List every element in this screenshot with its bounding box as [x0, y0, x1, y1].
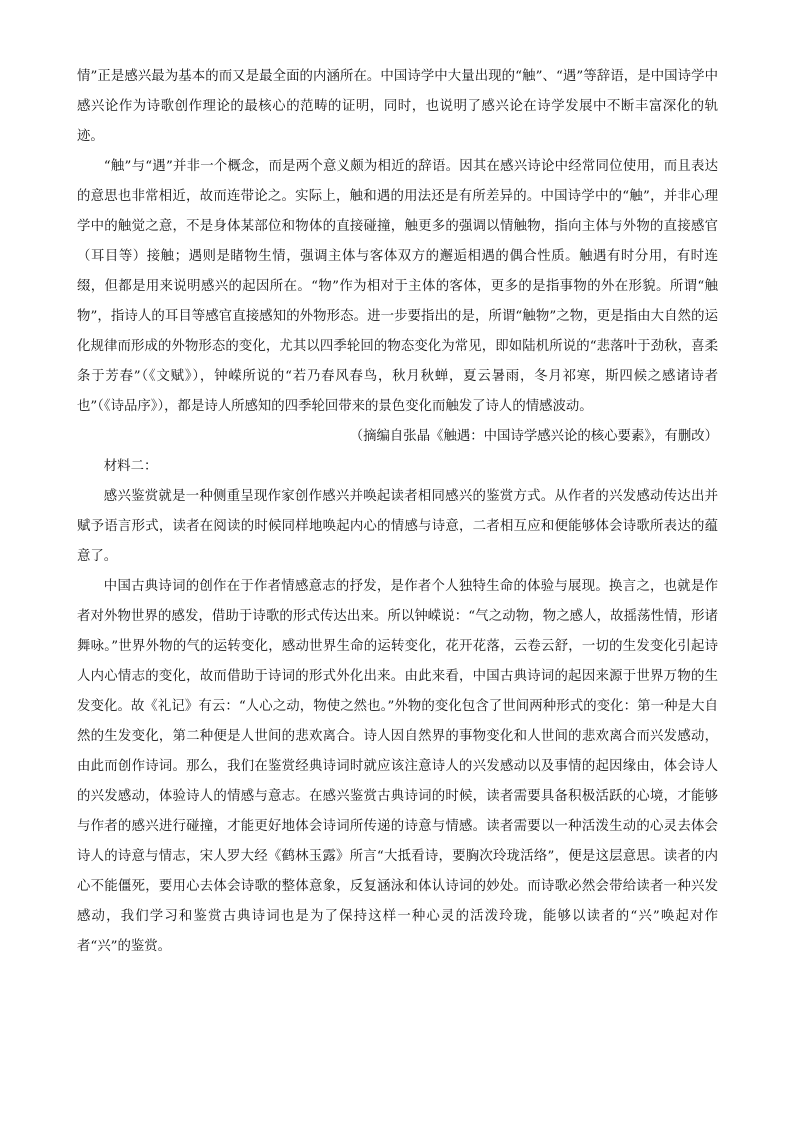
source-citation: （摘编自张晶《触遇：中国诗学感兴论的核心要素》，有删改）: [349, 429, 718, 444]
material-two-label: 材料二：: [103, 459, 158, 474]
paragraph-touch-and-encounter: “触”与“遇”并非一个概念，而是两个意义颇为相近的辞语。因其在感兴诗论中经常同位使用，而且表达的意思也非常相近，故而连带论之。实际上，触和遇的用法还是有所差异的。中国诗学中的“触”，并非心理学中的触觉之意，不是身体某部位和物体的直接碰撞，触更多的强调以情触物，指向主体与外物的直接感官（耳目等）接触；遇则是睹物生情，强调主体与客体双方的邂逅相遇的偶合性质。触遇有时分用，有时连缀，但都是用来说明感兴的起因所在。“物”作为相对于主体的客体，更多的是指事物的外在形貌。所谓“触物”，指诗人的耳目等感官直接感知的外物形态。进一步要指出的是，所谓“触物”之物，更是指由大自然的运化规律而形成的外物形态的变化，尤其以四季轮回的物态变化为常见，即如陆机所说的“悲落叶于劲秋，喜柔条于芳春”（《文赋》），钟嵘所说的“若乃春风春鸟，秋月秋蝉，夏云暑雨，冬月祁寒，斯四候之感诸诗者也”（《诗品序》），都是诗人所感知的四季轮回带来的景色变化而触发了诗人的情感波动。: [77, 159, 718, 414]
paragraph-classical-poetry: 中国古典诗词的创作在于作者情感意志的抒发，是作者个人独特生命的体验与展现。换言之，也就是作者对外物世界的感发，借助于诗歌的形式传达出来。所以钟嵘说：“气之动物，物之感人，故摇荡性情，形诸舞咏。”世界外物的气的运转变化，感动世界生命的运转变化，花开花落，云卷云舒，一切的生发变化引起诗人内心情志的变化，故而借助于诗词的形式外化出来。由此来看，中国古典诗词的起因来源于世界万物的生发变化。故《礼记》有云：“人心之动，物使之然也。”外物的变化包含了世间两种形式的变化：第一种是大自然的生发变化，第二种便是人世间的悲欢离合。诗人因自然界的事物变化和人世间的悲欢离合而兴发感动，由此而创作诗词。那么，我们在鉴赏经典诗词时就应该注意诗人的兴发感动以及事情的起因缘由，体会诗人的兴发感动，体验诗人的情感与意志。在感兴鉴赏古典诗词的时候，读者需要具备积极活跃的心境，才能够与作者的感兴进行碰撞，才能更好地体会诗词所传递的诗意与情感。读者需要以一种活泼生动的心灵去体会诗人的诗意与情志，宋人罗大经《鹤林玉露》所言“大抵看诗，要胸次玲珑活络”，便是这层意思。读者的内心不能僵死，要用心去体会诗歌的整体意象，反复涵泳和体认诗词的妙处。而诗歌必然会带给读者一种兴发感动，我们学习和鉴赏古典诗词也是为了保持这样一种心灵的活泼玲珑，能够以读者的“兴”唤起对作者“兴”的鉴赏。: [77, 579, 718, 954]
article-body: [77, 62, 718, 962]
paragraph-appreciation-definition: 感兴鉴赏就是一种侧重呈现作家创作感兴并唤起读者相同感兴的鉴赏方式。从作者的兴发感动传达出并赋予语言形式，读者在阅读的时候同样地唤起内心的情感与诗意，二者相互应和便能够体会诗歌所表达的蕴意了。: [77, 489, 718, 564]
paragraph-continued: 情”正是感兴最为基本的而又是最全面的内涵所在。中国诗学中大量出现的“触”、“遇”等辞语，是中国诗学中感兴论作为诗歌创作理论的最核心的范畴的证明，同时，也说明了感兴论在诗学发展中不断丰富深化的轨迹。: [77, 69, 718, 144]
